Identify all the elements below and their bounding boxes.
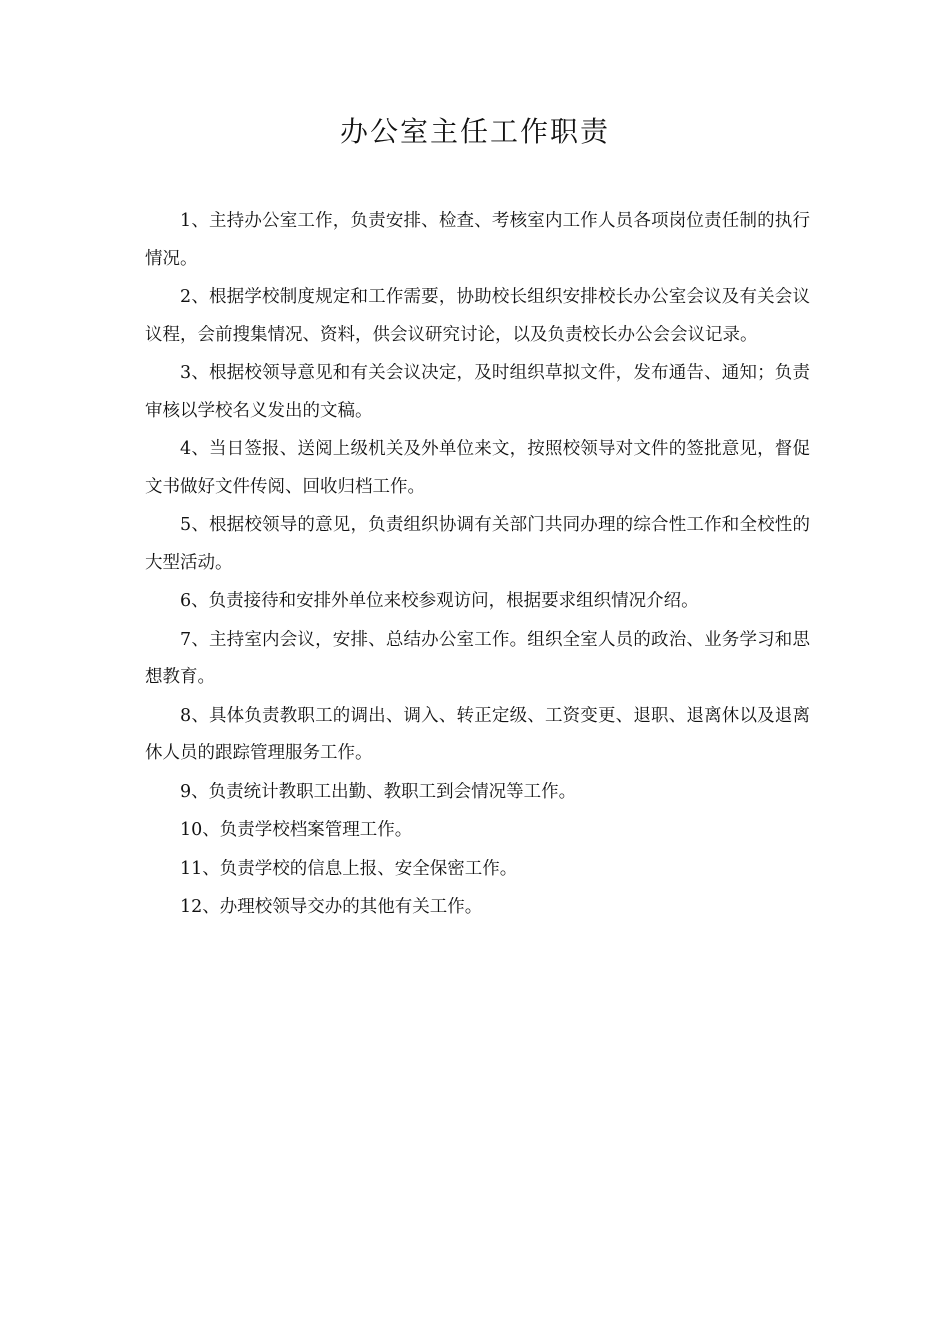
duty-item-10: 10、负责学校档案管理工作。 [180, 820, 413, 840]
duty-item-5: 5、根据校领导的意见，负责组织协调有关部门共同办理的综合性工作和全校性的大型活动。 [145, 515, 810, 573]
duty-item-1: 1、主持办公室工作，负责安排、检查、考核室内工作人员各项岗位责任制的执行情况。 [145, 211, 810, 269]
page-title: 办公室主任工作职责 [339, 115, 610, 148]
duty-item-4: 4、当日签报、送阅上级机关及外单位来文，按照校领导对文件的签批意见，督促文书做好文件传阅、回收归档工作。 [145, 439, 810, 497]
duty-item-6: 6、负责接待和安排外单位来校参观访问，根据要求组织情况介绍。 [180, 591, 699, 611]
duty-item-12: 12、办理校领导交办的其他有关工作。 [180, 897, 483, 917]
duty-item-2: 2、根据学校制度规定和工作需要，协助校长组织安排校长办公室会议及有关会议议程，会前搜集情况、资料，供会议研究讨论，以及负责校长办公会会议记录。 [145, 287, 810, 345]
duty-item-11: 11、负责学校的信息上报、安全保密工作。 [180, 858, 518, 879]
duty-item-7: 7、主持室内会议，安排、总结办公室工作。组织全室人员的政治、业务学习和思想教育。 [145, 629, 810, 687]
document-body [145, 203, 810, 928]
duty-item-8: 8、具体负责教职工的调出、调入、转正定级、工资变更、退职、退离休以及退离休人员的跟踪管理服务工作。 [145, 705, 810, 763]
duty-item-3: 3、根据校领导意见和有关会议决定，及时组织草拟文件，发布通告、通知；负责审核以学校名义发出的文稿。 [145, 363, 810, 421]
duty-item-9: 9、负责统计教职工出勤、教职工到会情况等工作。 [180, 781, 577, 802]
